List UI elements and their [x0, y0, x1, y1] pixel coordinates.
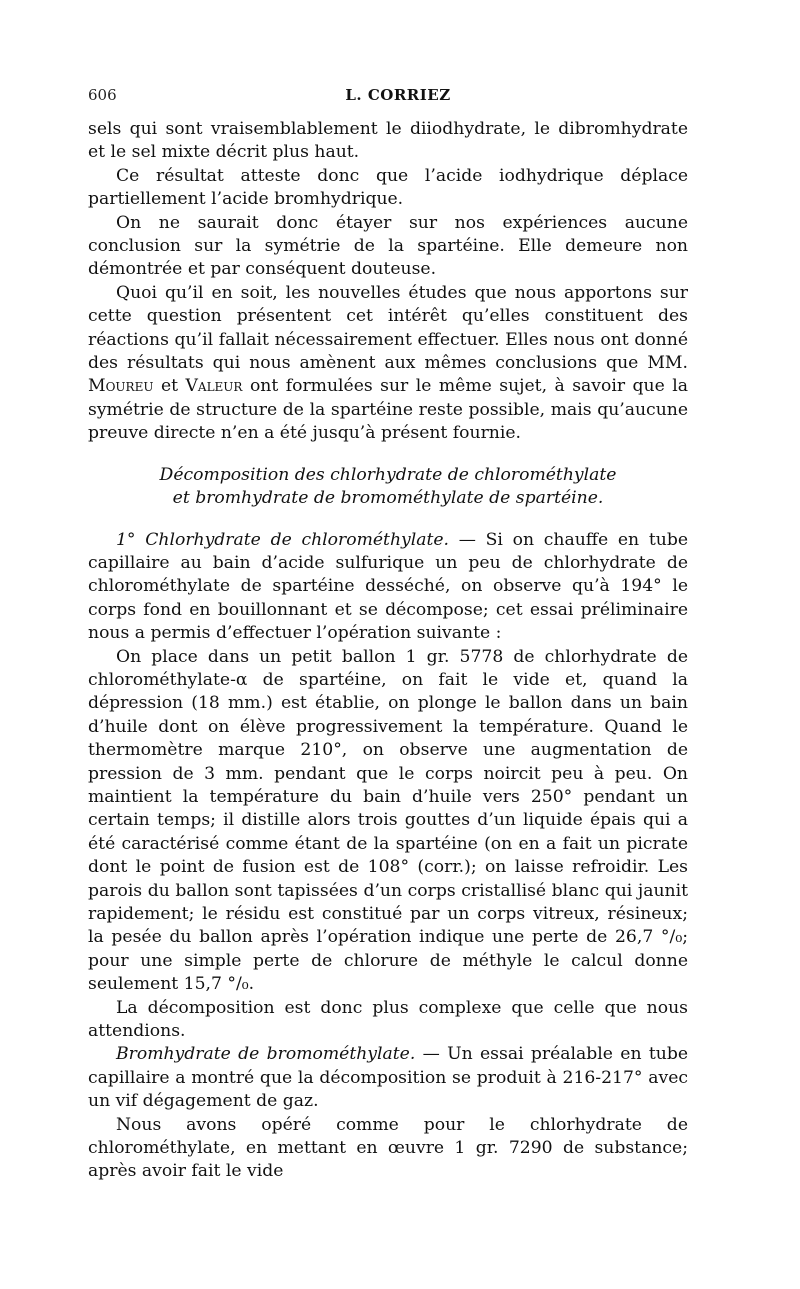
author-name: Valeur: [185, 376, 243, 397]
paragraph: Nous avons opéré comme pour le chlorhydrate de chlorométhylate, en mettant en œuvre 1 gr. 7290 de substance; après avoir fait le vide: [88, 1114, 688, 1182]
section-heading: [88, 464, 688, 511]
subsection-title: 1° Chlorhydrate de chlorométhylate.: [116, 529, 450, 550]
paragraph-text: — Si on chauffe en tube capillaire au bain d’acide sulfurique un peu de chlorhydrate de chlorométhylate de spartéine desséché, on observe qu’à 194° le corps fond en bouillonnant et se décompose; cet essai préliminaire nous a permis d’effectuer l’opération suivante :: [88, 529, 688, 644]
paragraph-text: ont formulées sur le même sujet, à savoir que la symétrie de structure de la spartéine reste possible, mais qu’aucune preuve directe n’en a été jusqu’à présent fournie.: [88, 376, 688, 444]
subsection-title: Bromhydrate de bromométhylate.: [116, 1044, 416, 1065]
paragraph: [88, 1043, 688, 1113]
paragraph-text: — Un essai préalable en tube capillaire a montré que la décomposition se produit à 216-217° avec un vif dégagement de gaz.: [88, 1044, 688, 1112]
page-header: [88, 86, 688, 110]
paragraph: [88, 529, 688, 646]
author-name: Moureu: [88, 376, 154, 397]
paragraph-text: Quoi qu’il en soit, les nouvelles études que nous apportons sur cette question présentent cet intérêt qu’elles constituent des réactions qu’il fallait nécessairement effectuer. Elles nous ont donné des résultats qui nous amènent aux mêmes conclusions que MM.: [88, 282, 688, 374]
body-text: [88, 118, 688, 1184]
page-number: 606: [88, 86, 117, 104]
paragraph: sels qui sont vraisemblablement le diiodhydrate, le dibromhydrate et le sel mixte décrit plus haut.: [88, 119, 688, 163]
paragraph: [88, 282, 688, 446]
paragraph: On place dans un petit ballon 1 gr. 5778 de chlorhydrate de chlorométhylate-α de spartéine, on fait le vide et, quand la dépression (18 mm.) est établie, on plonge le ballon dans un bain d’huile dont on élève progressivement la température. Quand le thermomètre marque 210°, on observe une augmentation de pression de 3 mm. pendant que le corps noircit peu à peu. On maintient la température du bain d’huile vers 250° pendant un certain temps; il distille alors trois gouttes d’un liquide épais qui a été caractérisé comme étant de la spartéine (on en a fait un picrate dont le point de fusion est de 108° (corr.); on laisse refroidir. Les parois du ballon sont tapissées d’un corps cristallisé blanc qui jaunit rapidement; le résidu est constitué par un corps vitreux, résineux; la pesée du ballon après l’opération indique une perte de 26,7 °/₀; pour une simple perte de chlorure de méthyle le calcul donne seulement 15,7 °/₀.: [88, 646, 688, 995]
paragraph: On ne saurait donc étayer sur nos expériences aucune conclusion sur la symétrie de la spartéine. Elle demeure non démontrée et par conséquent douteuse.: [88, 212, 688, 280]
paragraph: Ce résultat atteste donc que l’acide iodhydrique déplace partiellement l’acide bromhydrique.: [88, 165, 688, 210]
section-heading-line: Décomposition des chlorhydrate de chlorométhylate: [159, 464, 617, 485]
running-title: L. CORRIEZ: [345, 86, 451, 104]
section-heading-line: et bromhydrate de bromométhylate de spartéine.: [172, 488, 604, 509]
paragraph: La décomposition est donc plus complexe que celle que nous attendions.: [88, 997, 688, 1042]
paragraph-text: et: [153, 376, 186, 397]
